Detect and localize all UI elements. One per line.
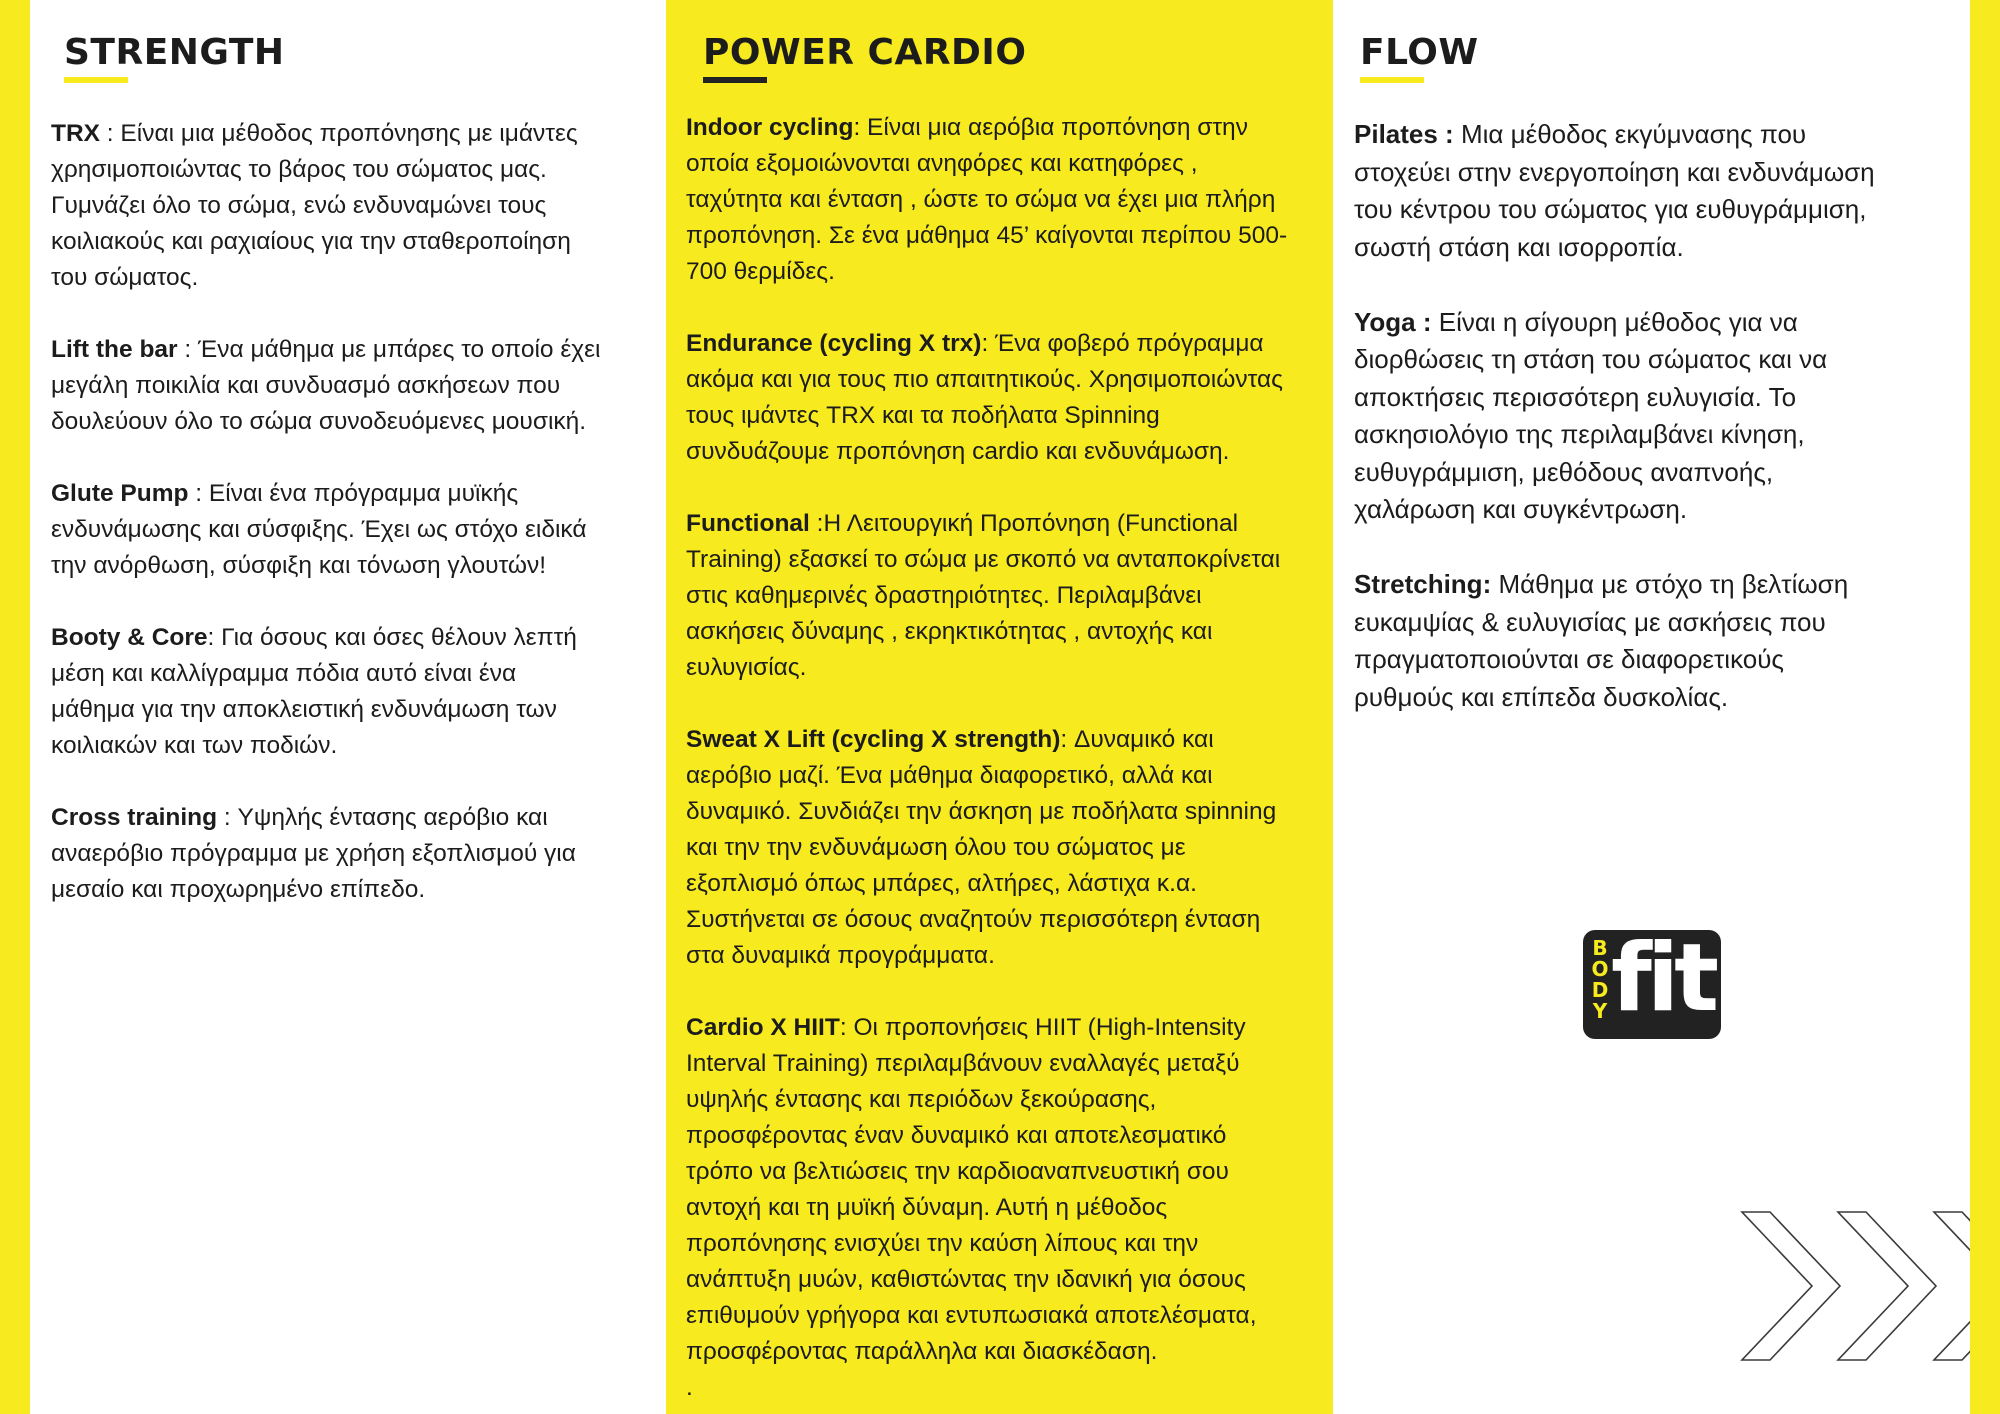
strength-column: [30, 0, 666, 1414]
class-name: Functional: [686, 510, 810, 537]
logo-fit-text: fit: [1611, 930, 1715, 1033]
class-name: Pilates :: [1354, 119, 1454, 149]
class-entry: [1354, 304, 1875, 529]
class-description: Μια μέθοδος εκγύμνασης που στοχεύει στην ενεργοποίηση και ενδυνάμωση του κέντρου του σώματος για ευθυγράμμιση, σωστή στάση και ισορροπία.: [1354, 119, 1875, 262]
class-description: Μάθημα με στόχο τη βελτίωση ευκαμψίας & ευλυγισίας με ασκήσεις που πραγματοποιούνται σε διαφορετικούς ρυθμούς και επίπεδα δυσκολίας.: [1354, 569, 1849, 712]
class-description: : Είναι μια αερόβια προπόνηση στην οποία εξομοιώνονται ανηφόρες και κατηφόρες , ταχύτητα και ένταση , ώστε το σώμα να έχει μια πλήρη προπόνηση. Σε ένα μάθημα 45’ καίγονται περίπου 500- 700 θερμίδες.: [686, 114, 1288, 285]
class-name: Yoga :: [1354, 306, 1432, 337]
class-description: : Υψηλής έντασης αερόβιο και αναερόβιο πρόγραμμα με χρήση εξοπλισμού για μεσαίο και προχωρημένο επίπεδο.: [51, 804, 576, 903]
class-name: Indoor cycling: [686, 114, 854, 141]
class-name: Cardio X HIIT: [686, 1014, 840, 1041]
class-name: Sweat X Lift (cycling X strength): [686, 726, 1061, 753]
flow-entries: [1354, 116, 1875, 716]
chevron-right-icon: [1934, 1212, 1970, 1360]
chevron-right-icon: [1742, 1212, 1840, 1360]
class-entry: [51, 332, 600, 440]
class-entry: [1354, 566, 1875, 716]
class-description: : Δυναμικό και αερόβιο μαζί. Ένα μάθημα διαφορετικό, αλλά και δυναμικό. Συνδιάζει την άσκηση με ποδήλατα spinning και την την ενδυνάμωση όλου του σώματος με εξοπλισμό όπως μπάρες, αλτήρες, λάστιχα κ.α. Συστήνεται σε όσους αναζητούν περισσότερη ένταση στα δυναμικά προγράμματα.: [686, 726, 1277, 969]
class-name: Cross training: [51, 804, 218, 831]
logo-body-text: BODY: [1591, 936, 1609, 1023]
class-description: :Η Λειτουργική Προπόνηση (Functional Training) εξασκεί το σώμα με σκοπό να ανταποκρίνεται στις καθημερινές δραστηριότητες. Περιλαμβάνει ασκήσεις δύναμης , εκρηκτικότητας , αντοχής και ευλυγισίας.: [686, 510, 1281, 681]
class-name: Lift the bar: [51, 336, 178, 363]
class-entry: [686, 506, 1287, 686]
class-description: : Ένα μάθημα με μπάρες το οποίο έχει μεγάλη ποικιλία και συνδυασμό ασκήσεων που δουλεύουν όλο το σώμα συνοδευόμενες μουσική.: [51, 336, 601, 435]
class-entry: [1354, 116, 1875, 266]
class-description: : Είναι ένα πρόγραμμα μυϊκής ενδυνάμωσης και σύσφιξης. Έχει ως στόχο ειδικά την ανόρθωση, σύσφιξη και τόνωση γλουτών!: [51, 480, 587, 579]
class-name: Glute Pump: [51, 480, 189, 507]
chevron-right-icon: [1838, 1212, 1936, 1360]
class-entry: [686, 110, 1287, 290]
class-description: : Ένα φοβερό πρόγραμμα ακόμα και για τους πιο απαιτητικούς. Χρησιμοποιώντας τους ιμάντες TRX και τα ποδήλατα Spinning συνδυάζουμε προπόνηση cardio και ενδυνάμωση.: [686, 330, 1283, 465]
flow-column: [1333, 0, 1970, 1414]
class-entry: [51, 476, 600, 584]
chevrons-decoration: [1740, 1208, 1970, 1368]
class-description: : Είναι μια μέθοδος προπόνησης με ιμάντες χρησιμοποιώντας το βάρος του σώματος μας. Γυμνάζει όλο το σώμα, ενώ ενδυναμώνει τους κοιλιακούς και ραχιαίους για την σταθεροποίηση του σώματος.: [51, 120, 578, 291]
class-description: : Οι προπονήσεις HIIT (High-Intensity Interval Training) περιλαμβάνουν εναλλαγές μεταξύ υψηλής έντασης και περιόδων ξεκούρασης, προσφέροντας έναν δυναμικό και αποτελεσματικό τρόπο να βελτιώσεις την καρδιοαναπνευστική σου αντοχή και τη μυϊκή δύναμη. Αυτή η μέθοδος προπόνησης ενισχύει την καύση λίπους και την ανάπτυξη μυών, καθιστώντας την ιδανική για όσους επιθυμούν γρήγορα και εντυπωσιακά αποτελέσματα, προσφέροντας παράλληλα και διασκέδαση. .: [686, 1014, 1257, 1401]
class-name: Booty & Core: [51, 624, 208, 651]
flow-heading-underline: [1360, 77, 1424, 83]
class-description: : Για όσους και όσες θέλουν λεπτή μέση και καλλίγραμμα πόδια αυτό είναι ένα μάθημα για την αποκλειστική ενδυνάμωση των κοιλιακών και των ποδιών.: [51, 624, 577, 759]
flow-heading: FLOW: [1360, 32, 1479, 73]
power-cardio-column: [666, 0, 1333, 1414]
class-entry: [51, 116, 600, 296]
class-entry: [686, 1010, 1287, 1406]
class-name: Stretching:: [1354, 569, 1492, 599]
power-cardio-entries: [686, 110, 1287, 1406]
class-description: Είναι η σίγουρη μέθοδος για να διορθώσεις τη στάση του σώματος και να αποκτήσεις περισσότερη ευλυγισία. Το ασκησιολόγιο της περιλαμβάνει κίνηση, ευθυγράμμιση, μεθόδους αναπνοής, χαλάρωση και συγκέντρωση.: [1354, 306, 1828, 524]
bodyfit-logo: [1583, 930, 1721, 1039]
class-entry: [51, 620, 600, 764]
class-entry: [686, 722, 1287, 974]
power-cardio-heading: POWER CARDIO: [703, 32, 1027, 73]
power-cardio-heading-underline: [703, 77, 767, 83]
strength-entries: [51, 116, 600, 908]
class-name: Endurance (cycling X trx): [686, 330, 982, 357]
strength-heading: STRENGTH: [64, 32, 285, 73]
strength-heading-underline: [64, 77, 128, 83]
class-name: TRX: [51, 120, 100, 147]
class-entry: [51, 800, 600, 908]
class-entry: [686, 326, 1287, 470]
